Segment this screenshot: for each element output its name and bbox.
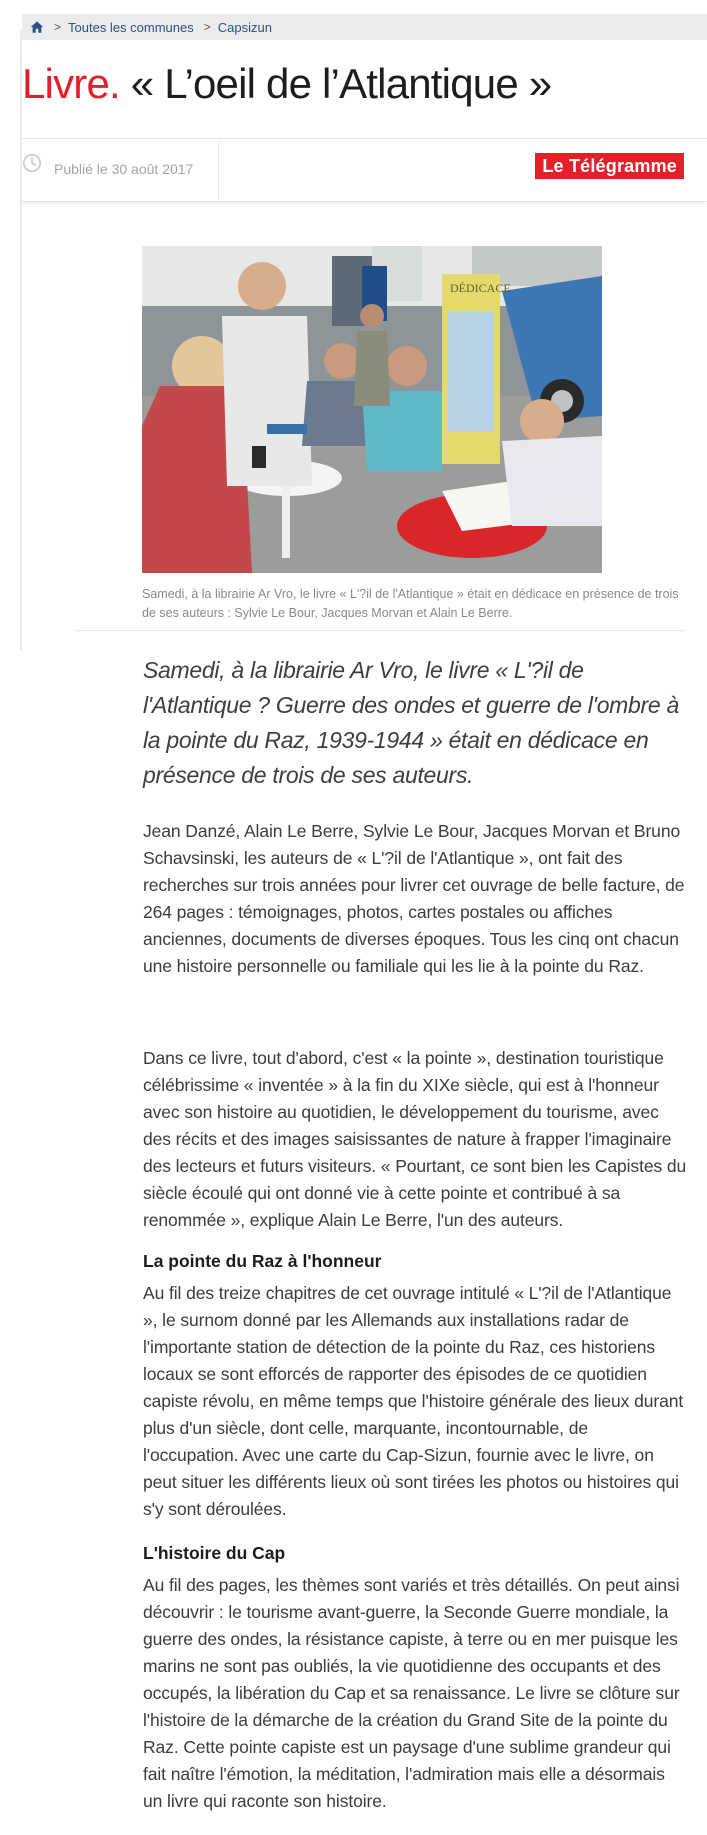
breadcrumb-link-communes[interactable]: Toutes les communes xyxy=(68,19,194,35)
breadcrumb-separator: > xyxy=(54,20,62,34)
article-paragraph: Au fil des pages, les thèmes sont variés et très détaillés. On peut ainsi découvrir : le tourisme avant-guerre, la Seconde Guerre mondiale, la guerre des ondes, la résistance capiste, à terre ou en mer puisque les marins ne sont pas oubliés, la vie quotidienne des occupants et des occupés, la libération du Cap et sa renaissance. Le livre se clôture sur l'histoire de la démarche de la création du Grand Site de la pointe du Raz. Cette pointe capiste est un paysage d'une sublime grandeur qui fait naître l'émotion, la méditation, l'admiration mais elle a désormais un livre qui raconte son histoire. xyxy=(143,1575,680,1811)
article-header xyxy=(22,58,707,110)
photo-illustration xyxy=(142,246,602,573)
article-paragraph: Au fil des treize chapitres de cet ouvrage intitulé « L'?il de l'Atlantique », le surnom donné par les Allemands aux installations radar de l'importante station de détection de la pointe du Raz, ces historiens locaux se sont efforcés de rapporter des épisodes de ce quotidien capiste révolu, en même temps que l'histoire générale des lieux durant plus d'un siècle, dont celle, marquante, incontournable, de l'occupation. Avec une carte du Cap-Sizun, fournie avec le livre, on peut situer les différents lieux où sont tirées les photos ou histoires qui s'y sont déroulées. xyxy=(143,1283,684,1519)
title-text: « L’oeil de l’Atlantique » xyxy=(130,60,552,107)
title-kicker: Livre. xyxy=(22,60,120,107)
article-lead: Samedi, à la librairie Ar Vro, le livre « L'?il de l'Atlantique ? Guerre des ondes et guerre de l'ombre à la pointe du Raz, 1939-1944 » était en dédicace en présence de trois de ses auteurs. xyxy=(143,657,679,788)
clock-icon xyxy=(22,153,42,173)
left-rule xyxy=(20,30,22,650)
breadcrumb xyxy=(22,14,707,40)
page-title xyxy=(22,58,707,110)
photo-caption: Samedi, à la librairie Ar Vro, le livre « L'?il de l'Atlantique » était en dédicace en présence de trois de ses auteurs : Sylvie Le Bour, Jacques Morvan et Alain Le Berre. xyxy=(142,587,679,620)
breadcrumb-link-capsizun[interactable]: Capsizun xyxy=(217,19,272,35)
source-logo[interactable]: Le Télégramme xyxy=(535,153,684,179)
article-paragraph: Dans ce livre, tout d'abord, c'est « la pointe », destination touristique célébrissime « inventée » à la fin du XIXe siècle, qui est à l'honneur avec son histoire au quotidien, le développement du tourisme, avec des récits et des images saisissantes de nature à frapper l'imaginaire des lecteurs et futurs visiteurs. « Pourtant, ce sont bien les Capistes du siècle écoulé qui ont donné vie à cette pointe et contribué à sa renommée », explique Alain Le Berre, l'un des auteurs. xyxy=(143,1048,687,1230)
article-paragraph: Jean Danzé, Alain Le Berre, Sylvie Le Bour, Jacques Morvan et Bruno Schavsinski, les auteurs de « L'?il de l'Atlantique », ont fait des recherches sur trois années pour livrer cet ouvrage de belle facture, de 264 pages : témoignages, photos, cartes postales ou affiches anciennes, documents de diverses époques. Tous les cinq ont chacun une histoire personnelle ou familiale qui les lie à la pointe du Raz. xyxy=(143,821,685,976)
breadcrumb-separator: > xyxy=(203,20,211,34)
meta-divider xyxy=(218,141,219,199)
article-subheading: L'histoire du Cap xyxy=(143,1543,286,1563)
article-subheading: La pointe du Raz à l'honneur xyxy=(143,1251,382,1271)
photo-sign-text: DÉDICACE xyxy=(450,281,511,295)
caption-divider xyxy=(75,630,685,631)
publish-date: Publié le 30 août 2017 xyxy=(54,161,194,177)
home-icon[interactable] xyxy=(30,20,44,34)
article-meta-bar xyxy=(22,138,707,202)
article-photo[interactable] xyxy=(142,246,602,573)
